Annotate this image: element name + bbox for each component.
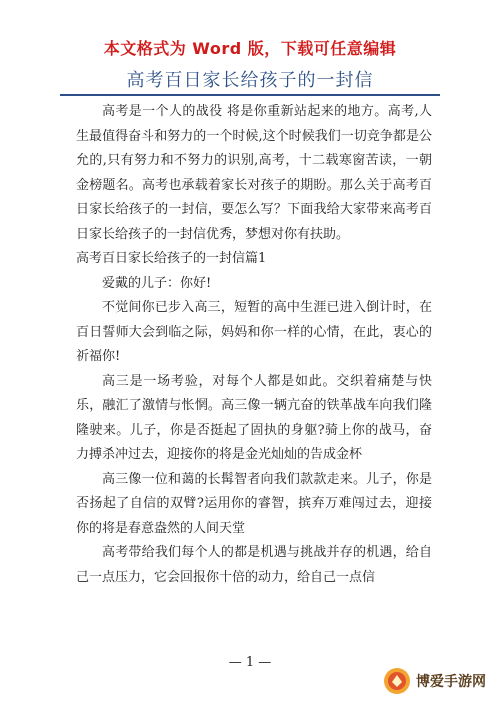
intro-paragraph: 高考是一个人的战役 将是你重新站起来的地方。高考,人生最值得奋斗和努力的一个时候,这个时候我们一切竞争都是公允的,只有努力和不努力的识别,高考，十二载寒窗苦读，一朝金榜题名。高考也承载着家长对孩子的期盼。那么关于高考百日家长给孩子的一封信，要怎么写？下面我给大家带来高考百日家长给孩子的一封信优秀，梦想对你有扶助。 xyxy=(76,104,432,242)
letter-paragraph: 高三像一位和蔼的长髯智者向我们款款走来。儿子，你是否扬起了自信的双臂?运用你的睿智，摈弃万难闯过去，迎接你的将是春意盎然的人间天堂 xyxy=(76,471,432,536)
document-title: 高考百日家长给孩子的一封信 xyxy=(126,70,374,91)
page-number: — 1 — xyxy=(228,655,272,670)
section-heading: 高考百日家长给孩子的一封信篇1 xyxy=(76,251,267,266)
letter-paragraph: 高三是一场考验，对每个人都是如此。交织着痛楚与快乐，融汇了激情与怅惘。高三像一辆亢奋的铁革战车向我们隆隆驶来。儿子，你是否挺起了固执的身躯?骑上你的战马，奋力搏杀冲过去，迎接你的将是金光灿灿的告成金杯 xyxy=(76,373,432,462)
letter-paragraph: 高考带给我们每个人的都是机遇与挑战并存的机遇，给自己一点压力，它会回报你十倍的动力，给自己一点信 xyxy=(76,545,432,585)
game-logo-icon xyxy=(382,666,412,696)
letter-body xyxy=(76,100,432,590)
letter-paragraph: 不觉间你已步入高三，短暂的高中生涯已进入倒计时，在百日誓师大会到临之际，妈妈和你一样的心情，在此，衷心的祈福你! xyxy=(76,300,432,364)
format-notice: 本文格式为 Word 版，下载可任意编辑 xyxy=(103,39,397,58)
site-watermark xyxy=(376,663,492,699)
watermark-text: 博爱手游网 xyxy=(416,674,486,690)
title-divider xyxy=(60,94,440,96)
salutation: 爱戴的儿子：你好! xyxy=(102,275,212,291)
